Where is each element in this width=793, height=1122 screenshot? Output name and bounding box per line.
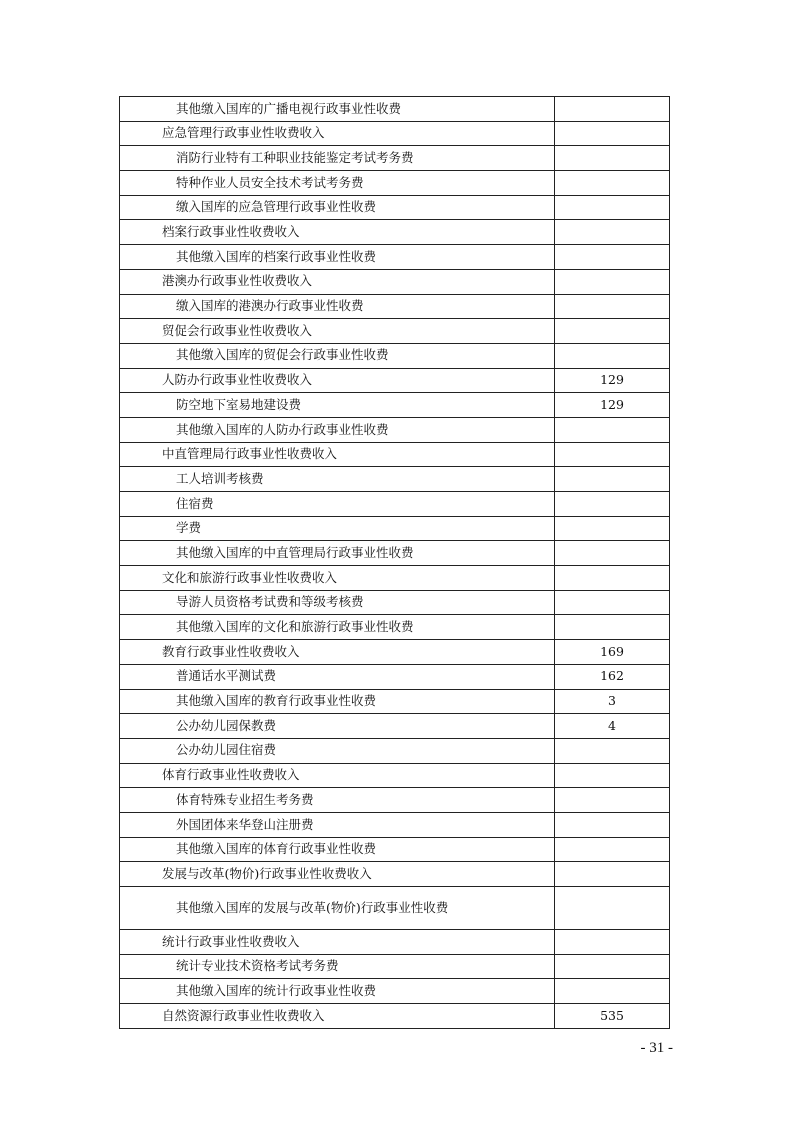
row-item-name: 导游人员资格考试费和等级考核费 xyxy=(120,590,555,615)
table-row xyxy=(120,714,670,739)
row-item-value xyxy=(555,930,670,955)
row-item-name: 中直管理局行政事业性收费收入 xyxy=(120,442,555,467)
row-item-name: 其他缴入国库的教育行政事业性收费 xyxy=(120,689,555,714)
row-item-value xyxy=(555,245,670,270)
row-item-name: 统计专业技术资格考试考务费 xyxy=(120,954,555,979)
table-row xyxy=(120,269,670,294)
row-item-name: 工人培训考核费 xyxy=(120,467,555,492)
table-row xyxy=(120,640,670,665)
row-item-value: 129 xyxy=(555,368,670,393)
table-row xyxy=(120,467,670,492)
row-item-value: 535 xyxy=(555,1004,670,1029)
table-row xyxy=(120,393,670,418)
table-row xyxy=(120,294,670,319)
page-number: - 31 - xyxy=(640,1040,673,1056)
table-row xyxy=(120,788,670,813)
revenue-table-body xyxy=(120,97,670,1029)
row-item-name: 防空地下室易地建设费 xyxy=(120,393,555,418)
row-item-name: 体育行政事业性收费收入 xyxy=(120,763,555,788)
row-item-value xyxy=(555,492,670,517)
table-row xyxy=(120,442,670,467)
table-row xyxy=(120,417,670,442)
row-item-value xyxy=(555,171,670,196)
row-item-name: 其他缴入国库的统计行政事业性收费 xyxy=(120,979,555,1004)
row-item-name: 其他缴入国库的人防办行政事业性收费 xyxy=(120,417,555,442)
revenue-table xyxy=(119,96,670,1029)
row-item-name: 特种作业人员安全技术考试考务费 xyxy=(120,171,555,196)
table-row xyxy=(120,516,670,541)
table-row xyxy=(120,368,670,393)
row-item-value xyxy=(555,343,670,368)
table-row xyxy=(120,954,670,979)
row-item-name: 消防行业特有工种职业技能鉴定考试考务费 xyxy=(120,146,555,171)
row-item-name: 公办幼儿园住宿费 xyxy=(120,738,555,763)
row-item-value xyxy=(555,146,670,171)
row-item-name: 学费 xyxy=(120,516,555,541)
table-row xyxy=(120,763,670,788)
row-item-name: 普通话水平测试费 xyxy=(120,664,555,689)
row-item-name: 人防办行政事业性收费收入 xyxy=(120,368,555,393)
row-item-value xyxy=(555,887,670,930)
table-row xyxy=(120,121,670,146)
row-item-value xyxy=(555,837,670,862)
row-item-value xyxy=(555,788,670,813)
table-row xyxy=(120,738,670,763)
row-item-name: 档案行政事业性收费收入 xyxy=(120,220,555,245)
row-item-value xyxy=(555,763,670,788)
table-row xyxy=(120,979,670,1004)
row-item-value xyxy=(555,319,670,344)
table-row xyxy=(120,245,670,270)
table-row xyxy=(120,862,670,887)
row-item-value xyxy=(555,121,670,146)
row-item-value xyxy=(555,954,670,979)
table-row xyxy=(120,343,670,368)
table-row xyxy=(120,146,670,171)
table-row xyxy=(120,492,670,517)
row-item-name: 其他缴入国库的广播电视行政事业性收费 xyxy=(120,97,555,122)
row-item-value xyxy=(555,516,670,541)
row-item-value xyxy=(555,269,670,294)
row-item-value xyxy=(555,590,670,615)
table-row xyxy=(120,689,670,714)
row-item-value xyxy=(555,442,670,467)
table-row xyxy=(120,319,670,344)
row-item-value: 169 xyxy=(555,640,670,665)
row-item-value xyxy=(555,541,670,566)
row-item-name: 港澳办行政事业性收费收入 xyxy=(120,269,555,294)
row-item-name: 外国团体来华登山注册费 xyxy=(120,812,555,837)
row-item-value xyxy=(555,615,670,640)
row-item-value xyxy=(555,467,670,492)
table-row xyxy=(120,887,670,930)
row-item-value xyxy=(555,862,670,887)
row-item-value xyxy=(555,294,670,319)
table-row xyxy=(120,97,670,122)
table-row xyxy=(120,220,670,245)
row-item-value: 162 xyxy=(555,664,670,689)
row-item-value: 129 xyxy=(555,393,670,418)
table-row xyxy=(120,566,670,591)
row-item-name: 公办幼儿园保教费 xyxy=(120,714,555,739)
row-item-name: 其他缴入国库的贸促会行政事业性收费 xyxy=(120,343,555,368)
row-item-name: 发展与改革(物价)行政事业性收费收入 xyxy=(120,862,555,887)
row-item-name: 应急管理行政事业性收费收入 xyxy=(120,121,555,146)
row-item-value xyxy=(555,97,670,122)
row-item-name: 教育行政事业性收费收入 xyxy=(120,640,555,665)
row-item-name: 其他缴入国库的中直管理局行政事业性收费 xyxy=(120,541,555,566)
row-item-name: 自然资源行政事业性收费收入 xyxy=(120,1004,555,1029)
row-item-name: 其他缴入国库的文化和旅游行政事业性收费 xyxy=(120,615,555,640)
row-item-value xyxy=(555,566,670,591)
table-row xyxy=(120,930,670,955)
table-row xyxy=(120,541,670,566)
row-item-value xyxy=(555,979,670,1004)
table-row xyxy=(120,195,670,220)
row-item-name: 缴入国库的港澳办行政事业性收费 xyxy=(120,294,555,319)
row-item-value xyxy=(555,220,670,245)
row-item-value: 4 xyxy=(555,714,670,739)
row-item-name: 其他缴入国库的档案行政事业性收费 xyxy=(120,245,555,270)
table-row xyxy=(120,171,670,196)
row-item-value xyxy=(555,812,670,837)
table-row xyxy=(120,812,670,837)
row-item-value xyxy=(555,195,670,220)
row-item-value xyxy=(555,738,670,763)
table-row xyxy=(120,615,670,640)
table-row xyxy=(120,837,670,862)
table-row xyxy=(120,590,670,615)
row-item-value: 3 xyxy=(555,689,670,714)
row-item-name: 统计行政事业性收费收入 xyxy=(120,930,555,955)
row-item-name: 住宿费 xyxy=(120,492,555,517)
row-item-name: 体育特殊专业招生考务费 xyxy=(120,788,555,813)
row-item-name: 其他缴入国库的体育行政事业性收费 xyxy=(120,837,555,862)
table-row xyxy=(120,664,670,689)
row-item-value xyxy=(555,417,670,442)
row-item-name: 其他缴入国库的发展与改革(物价)行政事业性收费 xyxy=(120,887,555,930)
row-item-name: 缴入国库的应急管理行政事业性收费 xyxy=(120,195,555,220)
row-item-name: 贸促会行政事业性收费收入 xyxy=(120,319,555,344)
row-item-name: 文化和旅游行政事业性收费收入 xyxy=(120,566,555,591)
table-row xyxy=(120,1004,670,1029)
